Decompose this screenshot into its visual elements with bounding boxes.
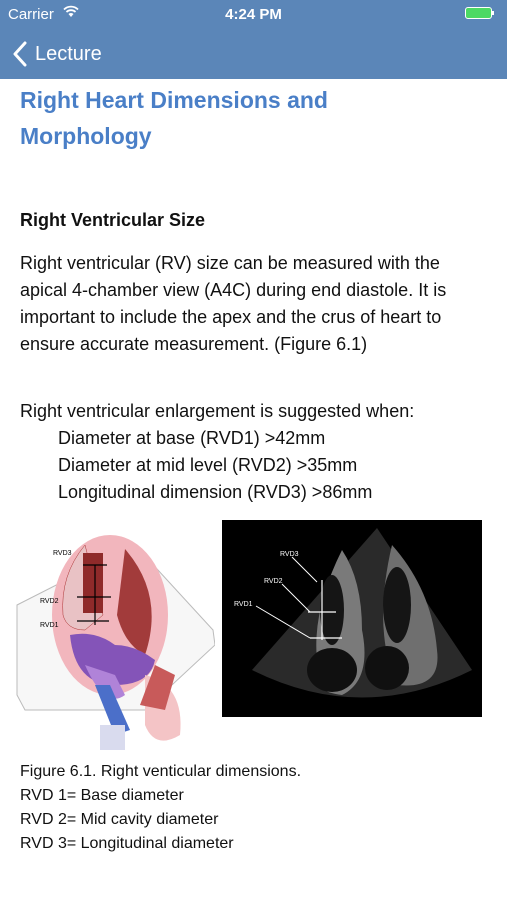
criteria-item: Longitudinal dimension (RVD3) >86mm — [58, 482, 373, 502]
article-content — [20, 82, 490, 502]
clock: 4:24 PM — [225, 6, 282, 23]
back-button[interactable] — [12, 38, 102, 70]
title-line-1: Right Heart Dimensions and — [20, 87, 328, 113]
page-title — [20, 82, 490, 154]
paragraph-line: important to include the apex and the crus of heart to — [20, 307, 442, 327]
back-button-label: Lecture — [35, 42, 102, 65]
body-paragraph — [20, 250, 490, 358]
echo-label: RVD1 — [234, 601, 253, 608]
echo-image — [222, 520, 482, 717]
enlargement-intro: Right ventricular enlargement is suggested when: — [20, 401, 415, 421]
section-heading: Right Ventricular Size — [20, 210, 206, 230]
caption-line: RVD 3= Longitudinal diameter — [20, 835, 234, 852]
status-bar — [0, 0, 507, 28]
echo-scan — [222, 520, 482, 717]
diagram-label: RVD3 — [53, 550, 72, 557]
carrier-label: Carrier — [8, 6, 54, 23]
paragraph-line: apical 4-chamber view (A4C) during end diastole. It is — [20, 280, 447, 300]
diagram-label: RVD2 — [40, 598, 59, 605]
figure-caption — [20, 760, 301, 856]
title-line-2: Morphology — [20, 123, 152, 149]
heart-diagram — [15, 535, 215, 755]
echo-label: RVD2 — [264, 578, 283, 585]
caption-line: Figure 6.1. Right venticular dimensions. — [20, 763, 302, 780]
top-bar — [0, 0, 507, 79]
battery-icon — [465, 7, 495, 19]
paragraph-line: Right ventricular (RV) size can be measured with the — [20, 253, 440, 273]
criteria-list — [58, 425, 372, 506]
criteria-item: Diameter at base (RVD1) >42mm — [58, 428, 326, 448]
caption-line: RVD 2= Mid cavity diameter — [20, 811, 219, 828]
criteria-item: Diameter at mid level (RVD2) >35mm — [58, 455, 358, 475]
paragraph-line: ensure accurate measurement. (Figure 6.1) — [20, 334, 368, 354]
chevron-left-icon — [12, 41, 28, 67]
navigation-bar — [0, 34, 507, 72]
caption-line: RVD 1= Base diameter — [20, 787, 184, 804]
diagram-label: RVD1 — [40, 622, 59, 629]
echo-label: RVD3 — [280, 551, 299, 558]
